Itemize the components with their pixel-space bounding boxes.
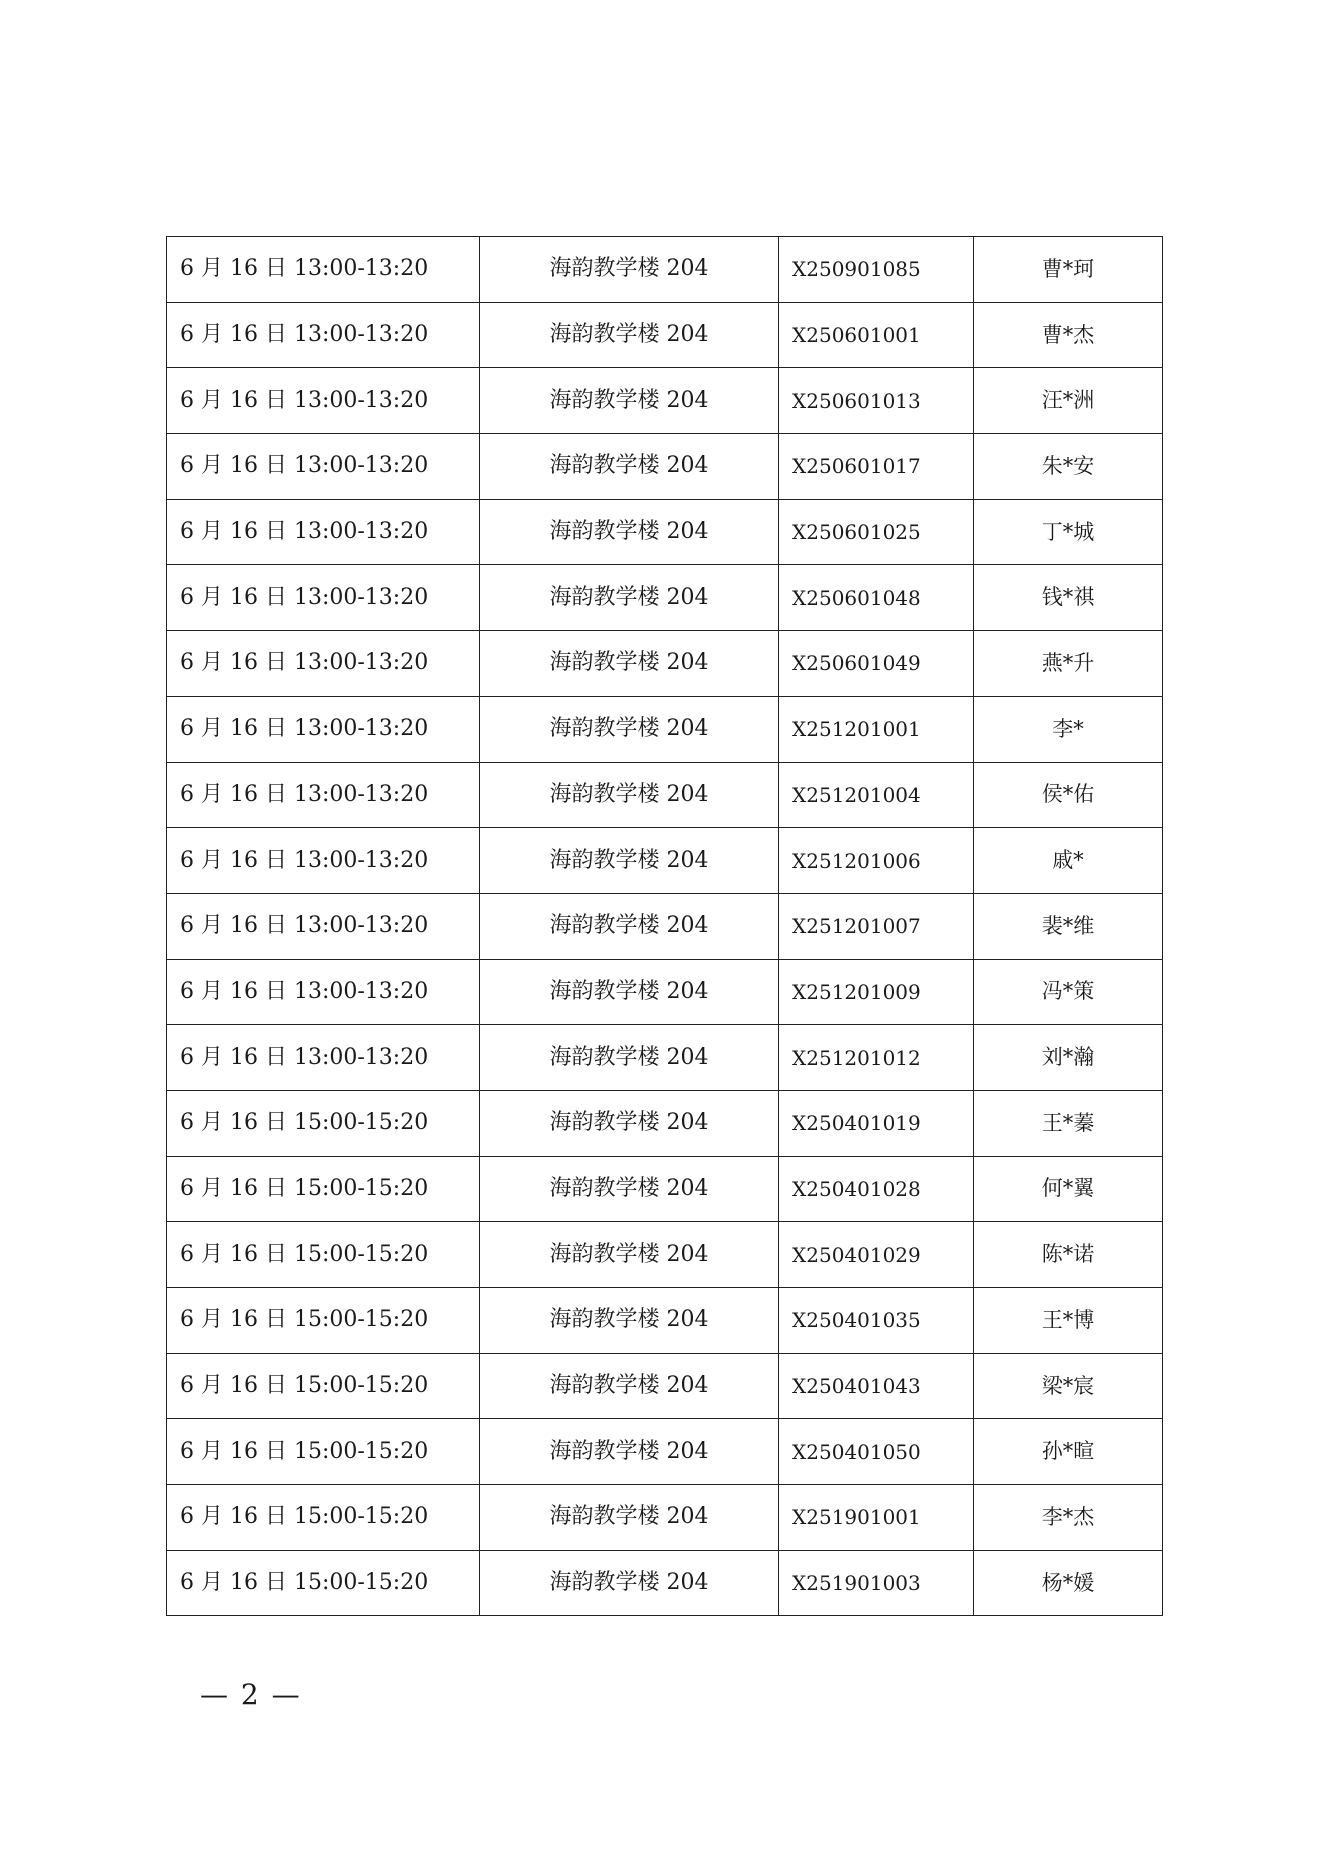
cell-student-id: X251901001 [779, 1485, 974, 1551]
table-row [167, 237, 1163, 303]
cell-time: 6 月 16 日 13:00-13:20 [167, 237, 480, 303]
cell-student-id: X250401050 [779, 1419, 974, 1485]
cell-name: 李*杰 [974, 1485, 1163, 1551]
cell-time: 6 月 16 日 15:00-15:20 [167, 1288, 480, 1354]
cell-place: 海韵教学楼 204 [480, 631, 779, 697]
cell-name: 陈*诺 [974, 1222, 1163, 1288]
cell-student-id: X251201007 [779, 893, 974, 959]
cell-name: 裴*维 [974, 893, 1163, 959]
cell-time: 6 月 16 日 13:00-13:20 [167, 959, 480, 1025]
cell-time: 6 月 16 日 15:00-15:20 [167, 1550, 480, 1616]
cell-student-id: X251201004 [779, 762, 974, 828]
cell-place: 海韵教学楼 204 [480, 1485, 779, 1551]
cell-name: 侯*佑 [974, 762, 1163, 828]
table-row [167, 1419, 1163, 1485]
cell-time: 6 月 16 日 15:00-15:20 [167, 1485, 480, 1551]
cell-place: 海韵教学楼 204 [480, 1419, 779, 1485]
cell-student-id: X250401035 [779, 1288, 974, 1354]
cell-place: 海韵教学楼 204 [480, 1156, 779, 1222]
cell-time: 6 月 16 日 13:00-13:20 [167, 828, 480, 894]
cell-time: 6 月 16 日 13:00-13:20 [167, 565, 480, 631]
table-row [167, 302, 1163, 368]
page-number: — 2 — [200, 1678, 302, 1711]
cell-name: 刘*瀚 [974, 1025, 1163, 1091]
cell-time: 6 月 16 日 15:00-15:20 [167, 1353, 480, 1419]
cell-student-id: X250401019 [779, 1090, 974, 1156]
cell-student-id: X250401028 [779, 1156, 974, 1222]
table-row [167, 1090, 1163, 1156]
table-row [167, 631, 1163, 697]
cell-time: 6 月 16 日 13:00-13:20 [167, 631, 480, 697]
cell-name: 曹*珂 [974, 237, 1163, 303]
cell-place: 海韵教学楼 204 [480, 565, 779, 631]
cell-place: 海韵教学楼 204 [480, 237, 779, 303]
cell-name: 朱*安 [974, 434, 1163, 500]
cell-name: 王*蓁 [974, 1090, 1163, 1156]
table-row [167, 1353, 1163, 1419]
cell-name: 丁*城 [974, 499, 1163, 565]
cell-place: 海韵教学楼 204 [480, 1090, 779, 1156]
cell-name: 冯*策 [974, 959, 1163, 1025]
table-row [167, 1288, 1163, 1354]
cell-place: 海韵教学楼 204 [480, 893, 779, 959]
cell-name: 李* [974, 696, 1163, 762]
cell-place: 海韵教学楼 204 [480, 1353, 779, 1419]
cell-time: 6 月 16 日 13:00-13:20 [167, 762, 480, 828]
cell-student-id: X250601025 [779, 499, 974, 565]
cell-place: 海韵教学楼 204 [480, 368, 779, 434]
cell-time: 6 月 16 日 13:00-13:20 [167, 302, 480, 368]
cell-name: 汪*洲 [974, 368, 1163, 434]
cell-time: 6 月 16 日 13:00-13:20 [167, 434, 480, 500]
cell-name: 燕*升 [974, 631, 1163, 697]
cell-student-id: X250601017 [779, 434, 974, 500]
cell-place: 海韵教学楼 204 [480, 762, 779, 828]
cell-place: 海韵教学楼 204 [480, 499, 779, 565]
cell-time: 6 月 16 日 15:00-15:20 [167, 1419, 480, 1485]
table-row [167, 368, 1163, 434]
table-row [167, 762, 1163, 828]
schedule-table-body [167, 237, 1163, 1616]
cell-time: 6 月 16 日 13:00-13:20 [167, 696, 480, 762]
cell-name: 钱*祺 [974, 565, 1163, 631]
cell-student-id: X250401043 [779, 1353, 974, 1419]
cell-place: 海韵教学楼 204 [480, 1025, 779, 1091]
cell-student-id: X251201001 [779, 696, 974, 762]
table-row [167, 1485, 1163, 1551]
cell-name: 曹*杰 [974, 302, 1163, 368]
cell-time: 6 月 16 日 15:00-15:20 [167, 1222, 480, 1288]
cell-place: 海韵教学楼 204 [480, 302, 779, 368]
cell-name: 王*博 [974, 1288, 1163, 1354]
cell-name: 梁*宸 [974, 1353, 1163, 1419]
cell-time: 6 月 16 日 15:00-15:20 [167, 1156, 480, 1222]
schedule-table [166, 236, 1163, 1616]
cell-student-id: X250401029 [779, 1222, 974, 1288]
table-row [167, 893, 1163, 959]
cell-place: 海韵教学楼 204 [480, 1288, 779, 1354]
cell-student-id: X250901085 [779, 237, 974, 303]
cell-student-id: X250601013 [779, 368, 974, 434]
table-row [167, 565, 1163, 631]
cell-place: 海韵教学楼 204 [480, 828, 779, 894]
cell-name: 杨*媛 [974, 1550, 1163, 1616]
table-row [167, 434, 1163, 500]
table-row [167, 828, 1163, 894]
table-row [167, 1222, 1163, 1288]
cell-student-id: X251201012 [779, 1025, 974, 1091]
cell-name: 何*翼 [974, 1156, 1163, 1222]
cell-student-id: X250601001 [779, 302, 974, 368]
table-row [167, 696, 1163, 762]
table-row [167, 1025, 1163, 1091]
cell-time: 6 月 16 日 13:00-13:20 [167, 1025, 480, 1091]
cell-student-id: X251201006 [779, 828, 974, 894]
cell-student-id: X251901003 [779, 1550, 974, 1616]
cell-place: 海韵教学楼 204 [480, 434, 779, 500]
cell-place: 海韵教学楼 204 [480, 1222, 779, 1288]
cell-place: 海韵教学楼 204 [480, 1550, 779, 1616]
cell-name: 戚* [974, 828, 1163, 894]
table-row [167, 499, 1163, 565]
cell-time: 6 月 16 日 13:00-13:20 [167, 368, 480, 434]
cell-name: 孙*暄 [974, 1419, 1163, 1485]
table-row [167, 1156, 1163, 1222]
table-row [167, 959, 1163, 1025]
cell-time: 6 月 16 日 13:00-13:20 [167, 499, 480, 565]
cell-student-id: X250601048 [779, 565, 974, 631]
cell-place: 海韵教学楼 204 [480, 696, 779, 762]
cell-time: 6 月 16 日 15:00-15:20 [167, 1090, 480, 1156]
table-row [167, 1550, 1163, 1616]
cell-student-id: X251201009 [779, 959, 974, 1025]
cell-time: 6 月 16 日 13:00-13:20 [167, 893, 480, 959]
cell-student-id: X250601049 [779, 631, 974, 697]
cell-place: 海韵教学楼 204 [480, 959, 779, 1025]
